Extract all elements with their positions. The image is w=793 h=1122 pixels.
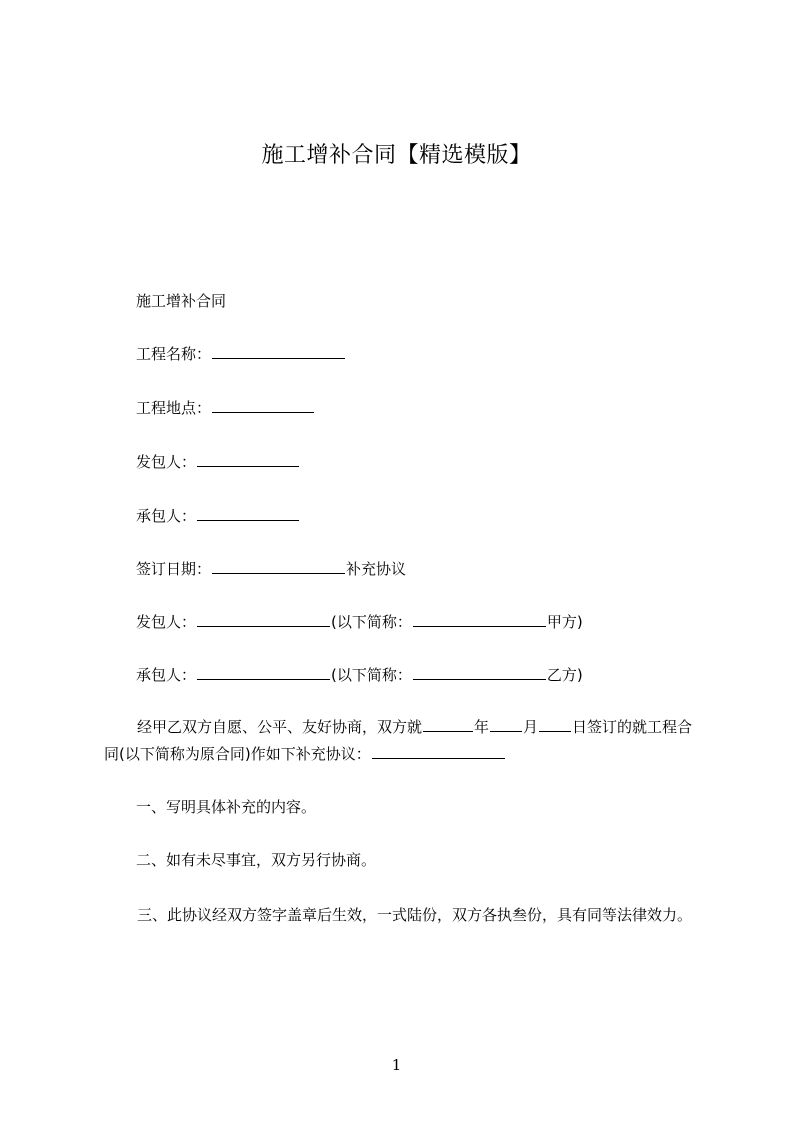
sign-date-blank [212, 558, 345, 574]
clause-item: 二、如有未尽事宜，双方另行协商。 [136, 851, 377, 869]
project-location-label: 工程地点： [136, 399, 212, 417]
agreement-paragraph [104, 714, 704, 768]
contractor-label: 承包人： [136, 507, 197, 525]
agreement-month-blank [490, 716, 522, 732]
document-title: 施工增补合同【精选模版】 [261, 143, 532, 168]
agreement-text-part2: 日签订的就工程合同(以下简称为原合同)作如下补充协议： [104, 718, 693, 763]
contractor-blank [197, 505, 299, 521]
project-location-blank [212, 397, 314, 413]
clause-item: 三、此协议经双方签字盖章后生效，一式陆份，双方各执叁份，具有同等法律效力。 [137, 906, 693, 924]
agreement-month: 月 [523, 718, 539, 736]
project-name-line [136, 343, 346, 365]
agreement-content-blank [372, 743, 505, 759]
project-name-label: 工程名称： [136, 345, 212, 363]
party-b-suffix: 乙方) [546, 666, 583, 684]
party-b-abbr-blank [413, 664, 546, 680]
employer-label: 发包人： [136, 453, 197, 471]
party-a-suffix: 甲方) [546, 613, 583, 631]
party-a-abbr-prefix: (以下简称： [331, 613, 412, 631]
party-b-name-blank [197, 664, 330, 680]
project-name-blank [212, 343, 345, 359]
party-a-abbr-blank [413, 611, 546, 627]
contract-subtitle: 施工增补合同 [136, 292, 227, 310]
agreement-year: 年 [474, 718, 490, 736]
agreement-date-blank [423, 716, 473, 732]
page-number: 1 [391, 1056, 402, 1074]
employer-blank [197, 451, 299, 467]
clause-item: 一、写明具体补充的内容。 [136, 798, 317, 816]
party-b-line [136, 664, 583, 686]
agreement-text-part1: 经甲乙双方自愿、公平、友好协商，双方就 [137, 718, 423, 736]
contractor-line [136, 505, 300, 527]
agreement-day-blank [539, 716, 571, 732]
party-b-abbr-prefix: (以下简称： [331, 666, 412, 684]
project-location-line [136, 397, 315, 419]
sign-date-line [136, 558, 406, 580]
party-a-line [136, 611, 583, 633]
sign-date-label: 签订日期： [136, 560, 212, 578]
party-b-label: 承包人： [136, 666, 197, 684]
party-a-label: 发包人： [136, 613, 197, 631]
supplement-label: 补充协议 [346, 560, 407, 578]
employer-line [136, 451, 300, 473]
party-a-name-blank [197, 611, 330, 627]
